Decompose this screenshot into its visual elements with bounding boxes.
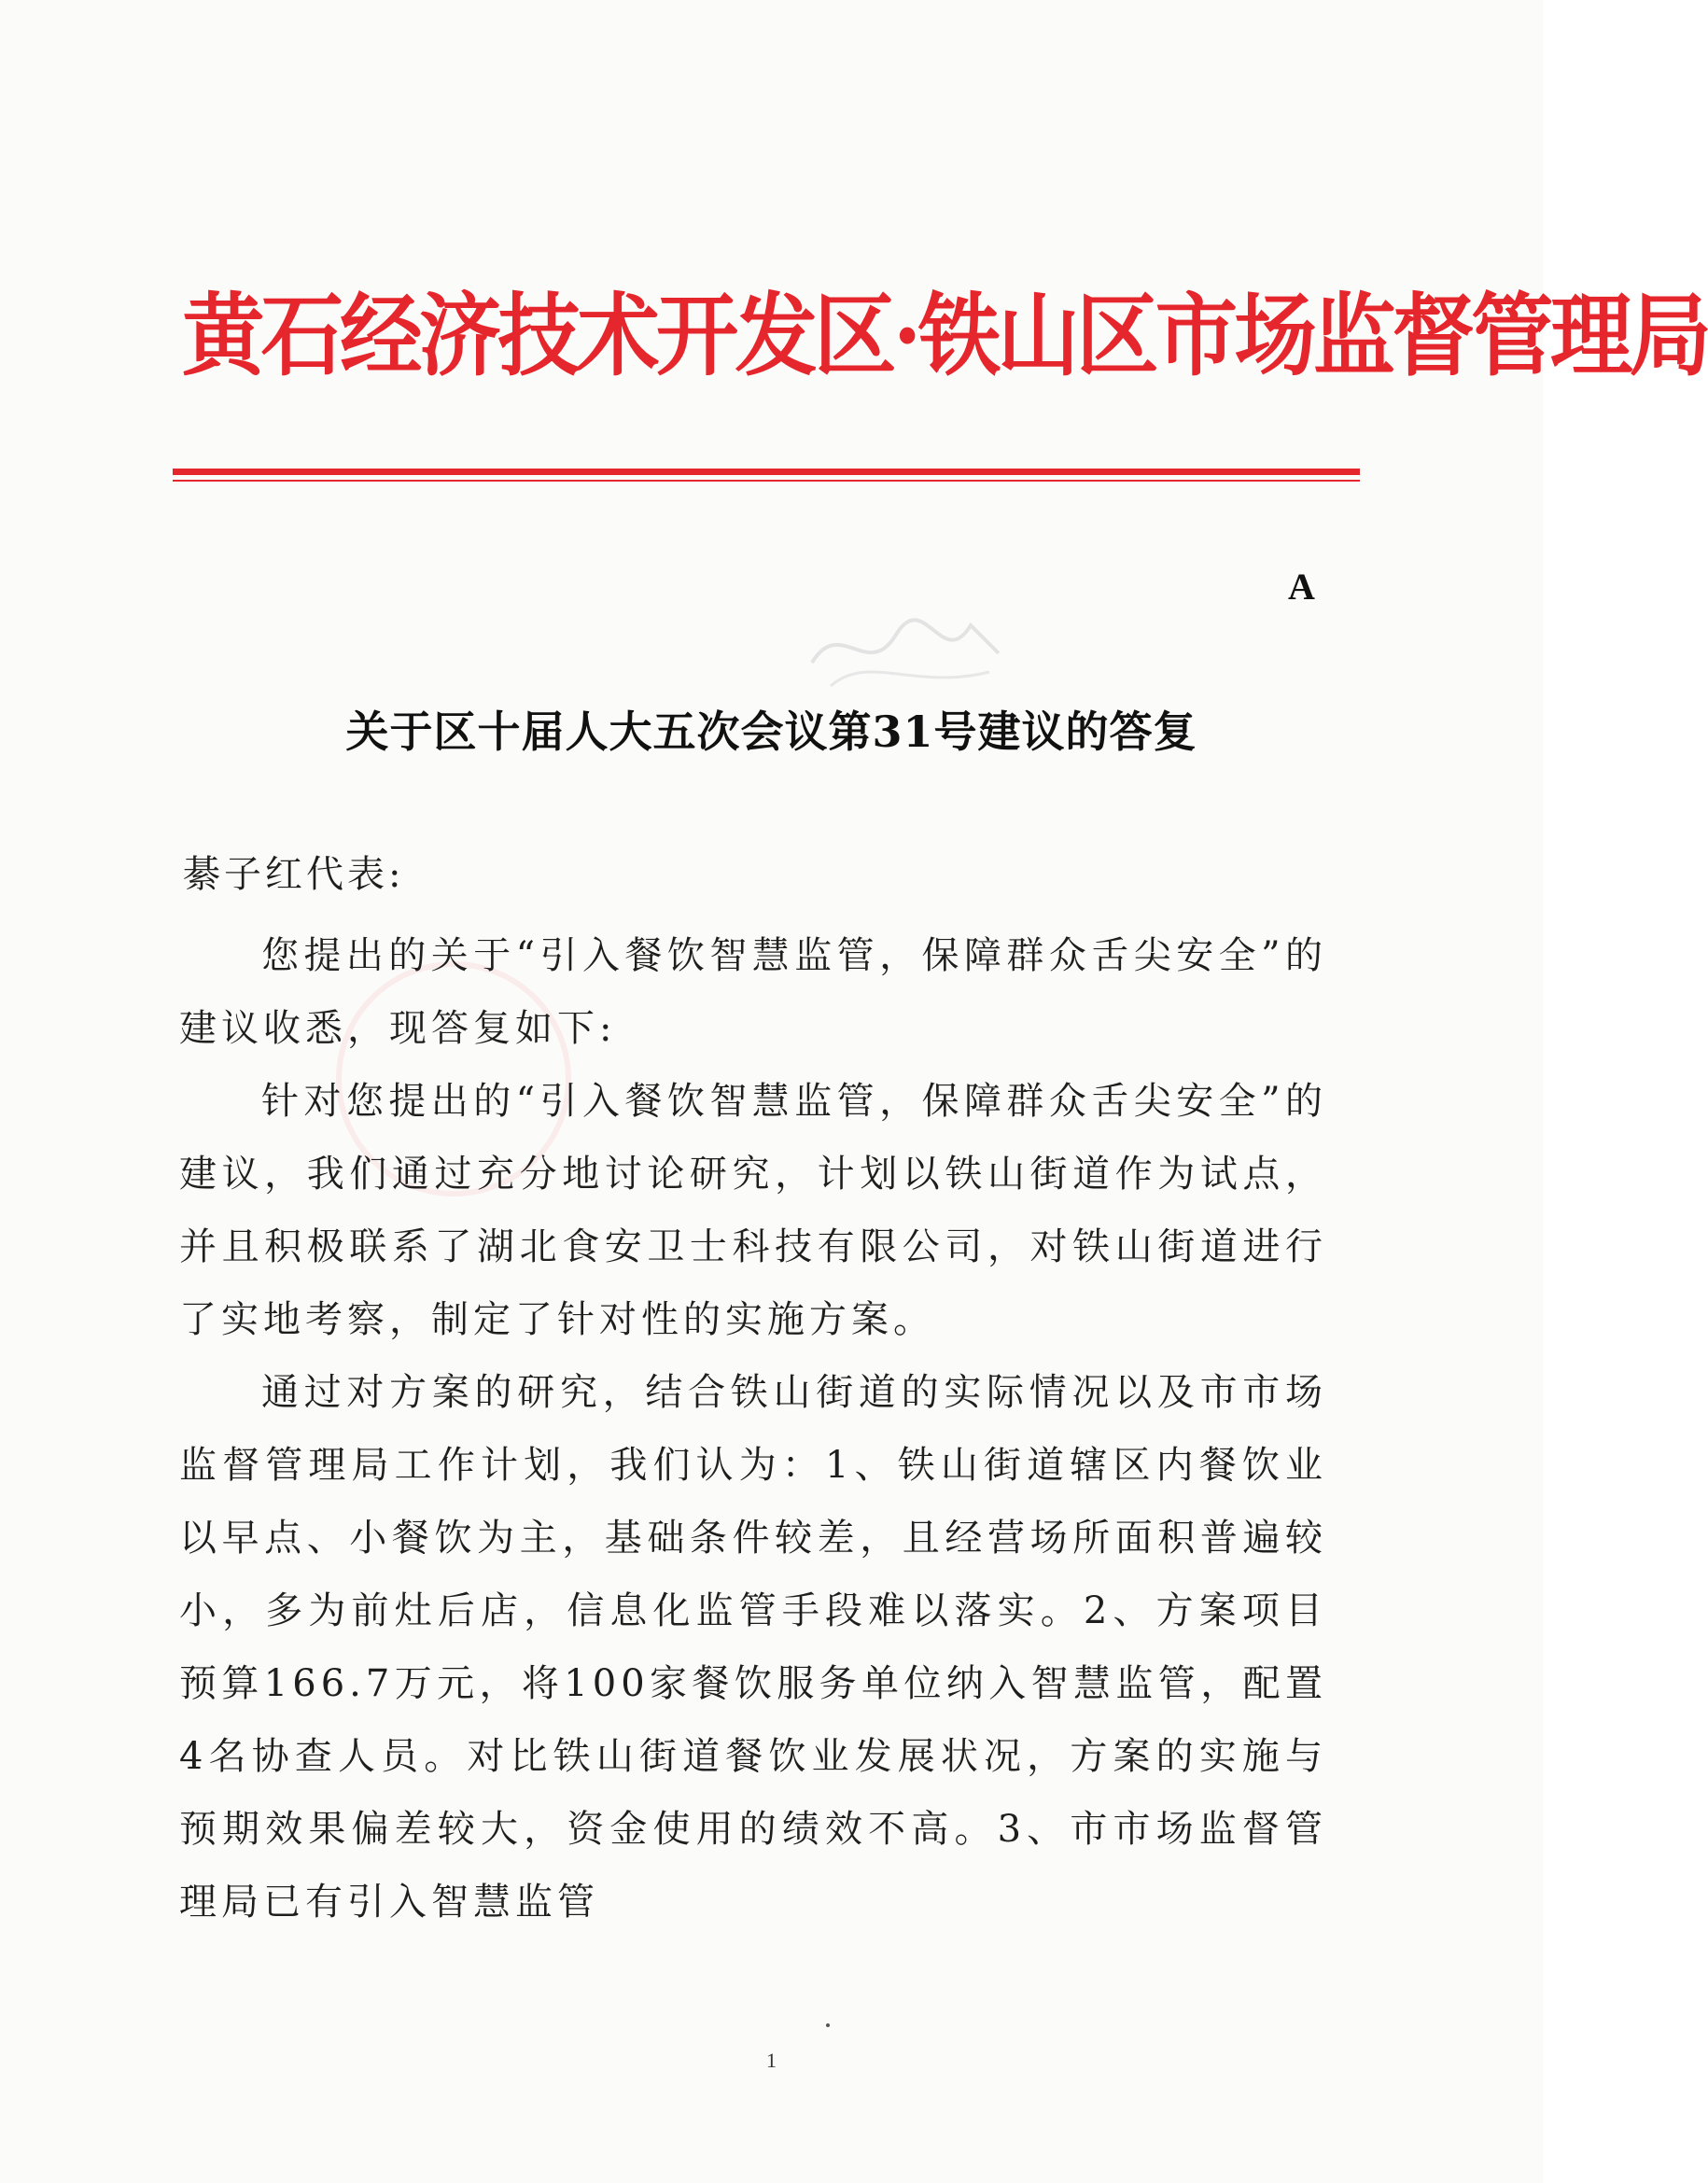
document-title: 关于区十届人大五次会议第31号建议的答复 (345, 707, 1197, 757)
scan-speck (826, 2023, 830, 2027)
faint-signature-icon (803, 597, 1017, 700)
grade-mark: A (1288, 566, 1315, 608)
paragraph: 您提出的关于“引入餐饮智慧监管，保障群众舌尖安全”的建议收悉，现答复如下: (179, 934, 1327, 1050)
letterhead-red-rule (173, 469, 1360, 475)
page-number: 1 (766, 2049, 777, 2072)
paragraph: 通过对方案的研究，结合铁山街道的实际情况以及市市场监督管理局工作计划，我们认为：1、铁山街道辖区内餐饮业以早点、小餐饮为主，基础条件较差，且经营场所面积普遍较小，多为前灶后店，信息化监管手段难以落实。2、方案项目预算166.7万元，将100家餐饮服务单位纳入智慧监管，配置4名协查人员。对比铁山街道餐饮业发展状况，方案的实施与预期效果偏差较大，资金使用的绩效不高。3、市市场监督管理局已有引入智慧监管 (179, 1371, 1327, 1924)
letterhead-org-name: 黄石经济技术开发区·铁山区市场监督管理局 (182, 283, 1708, 388)
paragraph: 针对您提出的“引入餐饮智慧监管，保障群众舌尖安全”的建议，我们通过充分地讨论研究，计划以铁山街道作为试点，并且积极联系了湖北食安卫士科技有限公司，对铁山街道进行了实地考察，制定了针对性的实施方案。 (179, 1080, 1327, 1341)
salutation: 綦子红代表: (183, 853, 405, 896)
letterhead-red-rule-thin (173, 480, 1360, 482)
body-text (179, 919, 1327, 1938)
